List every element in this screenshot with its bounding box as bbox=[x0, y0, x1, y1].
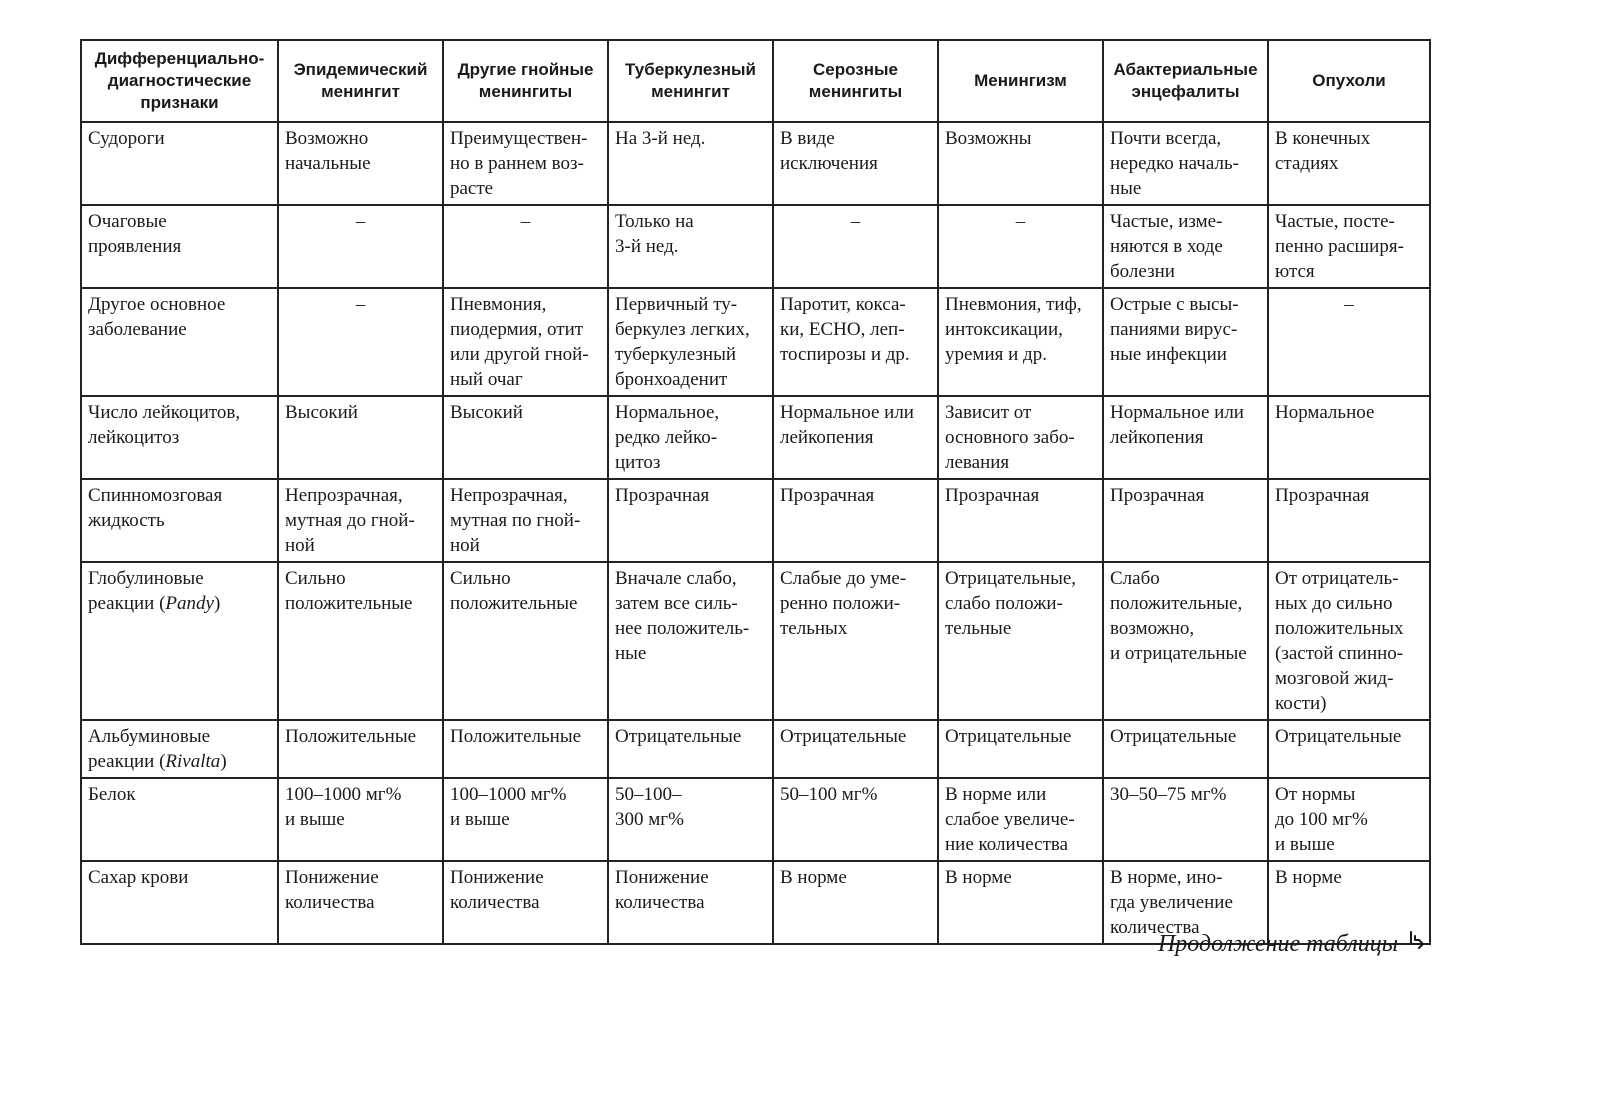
table-cell: Высокий bbox=[278, 396, 443, 479]
row-label-text: Глобулиновые реакции ( bbox=[88, 568, 204, 614]
differential-diagnosis-table bbox=[80, 39, 1431, 945]
header-cell: Туберкулезный менингит bbox=[608, 40, 773, 122]
table-cell: Первичный ту- беркулез легких, туберкулезный бронхоаденит bbox=[608, 288, 773, 396]
table-cell: Положительные bbox=[443, 720, 608, 778]
table-cell: Частые, посте- пенно расширя- ются bbox=[1268, 205, 1430, 288]
table-cell: Непрозрачная, мутная до гной- ной bbox=[278, 479, 443, 562]
row-label-cell: Спинномозговая жидкость bbox=[81, 479, 278, 562]
table-cell: Острые с высы- паниями вирус- ные инфекции bbox=[1103, 288, 1268, 396]
table-cell: Отрицательные bbox=[1103, 720, 1268, 778]
table-cell: Нормальное, редко лейко- цитоз bbox=[608, 396, 773, 479]
table-cell: – bbox=[938, 205, 1103, 288]
table-cell: От нормы до 100 мг% и выше bbox=[1268, 778, 1430, 861]
row-label-cell: Сахар крови bbox=[81, 861, 278, 944]
table-cell: Частые, изме- няются в ходе болезни bbox=[1103, 205, 1268, 288]
table-cell: Прозрачная bbox=[1268, 479, 1430, 562]
arrow-continue-icon bbox=[1406, 930, 1428, 959]
row-label-cell: Очаговые проявления bbox=[81, 205, 278, 288]
table-cell: 100–1000 мг% и выше bbox=[443, 778, 608, 861]
table-cell: Сильно положительные bbox=[278, 562, 443, 720]
table-cell: Преимуществен- но в раннем воз- расте bbox=[443, 122, 608, 205]
table-cell: Отрицательные bbox=[608, 720, 773, 778]
row-label-cell bbox=[81, 562, 278, 720]
table-cell: – bbox=[1268, 288, 1430, 396]
table-cell: Прозрачная bbox=[773, 479, 938, 562]
table-cell: – bbox=[443, 205, 608, 288]
table-cell: Паротит, кокса- ки, ЕСНО, леп- тоспирозы и др. bbox=[773, 288, 938, 396]
table-cell: Зависит от основного забо- левания bbox=[938, 396, 1103, 479]
table-cell: Отрицательные bbox=[1268, 720, 1430, 778]
header-cell: Менингизм bbox=[938, 40, 1103, 122]
table-cell: Отрицательные bbox=[773, 720, 938, 778]
table-row bbox=[81, 205, 1430, 288]
table-row bbox=[81, 562, 1430, 720]
table-row bbox=[81, 122, 1430, 205]
table-cell: Возможны bbox=[938, 122, 1103, 205]
table-cell: Почти всегда, нередко началь- ные bbox=[1103, 122, 1268, 205]
table-cell: В норме bbox=[773, 861, 938, 944]
table-cell: Понижение количества bbox=[443, 861, 608, 944]
row-label-cell: Другое основное заболевание bbox=[81, 288, 278, 396]
table-cell: Нормальное bbox=[1268, 396, 1430, 479]
table-cell: Прозрачная bbox=[608, 479, 773, 562]
table-cell: Слабые до уме- ренно положи- тельных bbox=[773, 562, 938, 720]
table-cell: 30–50–75 мг% bbox=[1103, 778, 1268, 861]
table-cell: От отрицатель- ных до сильно положительных (застой спинно- мозговой жид- кости) bbox=[1268, 562, 1430, 720]
header-cell: Дифференциально- диагностические признаки bbox=[81, 40, 278, 122]
table-cell: Прозрачная bbox=[1103, 479, 1268, 562]
row-label-cell bbox=[81, 720, 278, 778]
table-row bbox=[81, 396, 1430, 479]
table-header-row bbox=[81, 40, 1430, 122]
reaction-name: Pandy bbox=[165, 593, 214, 614]
table-cell: Только на 3-й нед. bbox=[608, 205, 773, 288]
table-cell: На 3-й нед. bbox=[608, 122, 773, 205]
table-cell: Нормальное или лейкопения bbox=[773, 396, 938, 479]
table-cell: Понижение количества bbox=[278, 861, 443, 944]
table-cell: В конечных стадиях bbox=[1268, 122, 1430, 205]
table-cell: В виде исключения bbox=[773, 122, 938, 205]
table-cell: Непрозрачная, мутная по гной- ной bbox=[443, 479, 608, 562]
table-cell: – bbox=[773, 205, 938, 288]
table-cell: Отрицательные bbox=[938, 720, 1103, 778]
table-cell: Пневмония, пиодермия, отит или другой гной- ный очаг bbox=[443, 288, 608, 396]
table-cell: Высокий bbox=[443, 396, 608, 479]
table-cell: В норме bbox=[938, 861, 1103, 944]
table-row bbox=[81, 479, 1430, 562]
table-cell: 50–100– 300 мг% bbox=[608, 778, 773, 861]
table-cell: В норме bbox=[1268, 861, 1430, 944]
table-cell: 50–100 мг% bbox=[773, 778, 938, 861]
table-cell: Положительные bbox=[278, 720, 443, 778]
table-cell: Слабо положительные, возможно, и отрицательные bbox=[1103, 562, 1268, 720]
row-label-text: Альбуминовые реакции ( bbox=[88, 726, 211, 772]
table-cell: Прозрачная bbox=[938, 479, 1103, 562]
table-row bbox=[81, 778, 1430, 861]
table-cell: Сильно положительные bbox=[443, 562, 608, 720]
continuation-text: Продолжение таблицы bbox=[1157, 931, 1398, 957]
header-cell: Серозные менингиты bbox=[773, 40, 938, 122]
table-cell: – bbox=[278, 288, 443, 396]
table-cell: 100–1000 мг% и выше bbox=[278, 778, 443, 861]
table-cell: Понижение количества bbox=[608, 861, 773, 944]
table-cell: Пневмония, тиф, интоксикации, уремия и др. bbox=[938, 288, 1103, 396]
table-cell: – bbox=[278, 205, 443, 288]
header-cell: Опухоли bbox=[1268, 40, 1430, 122]
table-cell: В норме или слабое увеличе- ние количества bbox=[938, 778, 1103, 861]
table-continuation-note bbox=[1158, 930, 1428, 959]
header-cell: Абактериальные энцефалиты bbox=[1103, 40, 1268, 122]
row-label-cell: Белок bbox=[81, 778, 278, 861]
row-label-cell: Число лейкоцитов, лейкоцитоз bbox=[81, 396, 278, 479]
row-label-cell: Судороги bbox=[81, 122, 278, 205]
row-label-suffix: ) bbox=[220, 751, 227, 772]
table-cell: В норме, ино- гда увеличение количества bbox=[1103, 861, 1268, 944]
table-cell: Вначале слабо, затем все силь- нее положитель- ные bbox=[608, 562, 773, 720]
reaction-name: Rivalta bbox=[165, 751, 221, 772]
table-cell: Возможно начальные bbox=[278, 122, 443, 205]
table-row bbox=[81, 720, 1430, 778]
table-row bbox=[81, 288, 1430, 396]
table-cell: Отрицательные, слабо положи- тельные bbox=[938, 562, 1103, 720]
header-cell: Эпидемический менингит bbox=[278, 40, 443, 122]
table-cell: Нормальное или лейкопения bbox=[1103, 396, 1268, 479]
row-label-suffix: ) bbox=[213, 593, 221, 614]
header-cell: Другие гнойные менингиты bbox=[443, 40, 608, 122]
